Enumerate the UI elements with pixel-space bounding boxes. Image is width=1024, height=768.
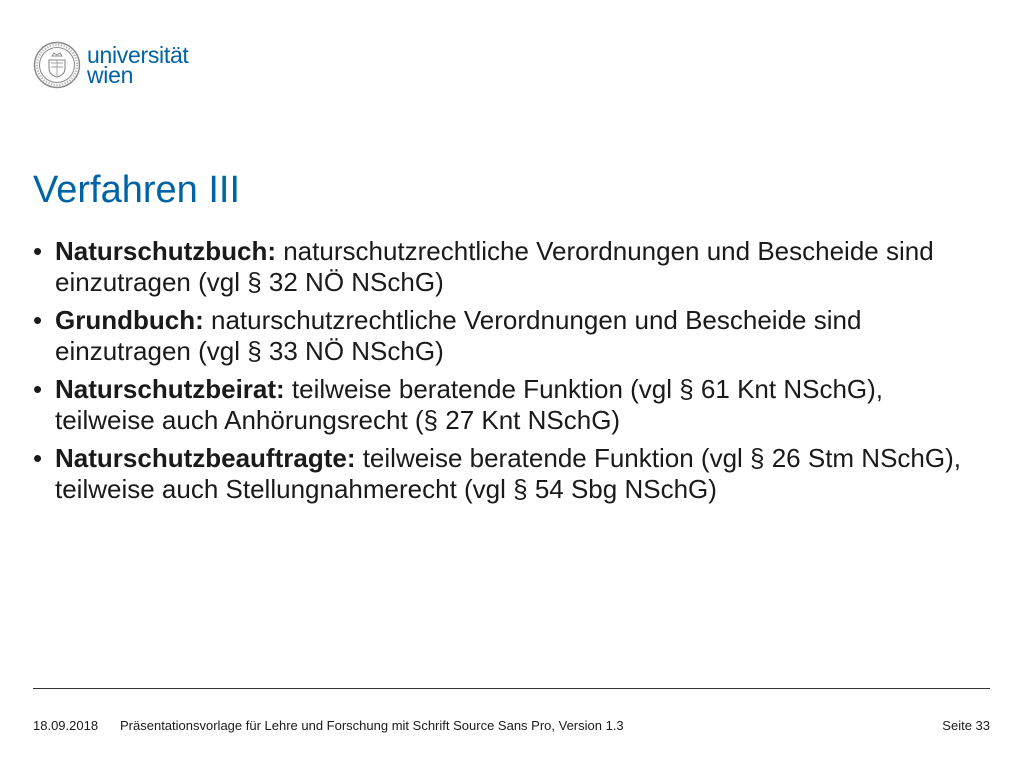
university-seal-icon (33, 41, 81, 89)
footer-divider (33, 688, 990, 689)
bullet-text: naturschutzrechtliche Verordnungen und Bescheide sind einzutragen (vgl § 33 NÖ NSchG) (55, 305, 862, 366)
bullet-list (33, 236, 983, 512)
university-logo (33, 40, 189, 90)
bullet-icon: • (33, 374, 43, 404)
bullet-term: Naturschutzbeauftragte: (55, 443, 356, 473)
footer-description: Präsentationsvorlage für Lehre und Forschung mit Schrift Source Sans Pro, Version 1.3 (120, 718, 624, 733)
bullet-icon: • (33, 236, 43, 266)
bullet-term: Grundbuch: (55, 305, 204, 335)
logo-line-wien: wien (87, 62, 134, 88)
bullet-text: teilweise beratende Funktion (vgl § 26 Stm NSchG), teilweise auch Stellungnahmerecht (vgl § 54 Sbg NSchG) (55, 443, 961, 504)
bullet-text: teilweise beratende Funktion (vgl § 61 Knt NSchG), teilweise auch Anhörungsrecht (§ 27 Knt NSchG) (55, 374, 884, 435)
bullet-item-naturschutzbeirat (33, 374, 983, 436)
slide-title: Verfahren III (33, 169, 241, 211)
bullet-item-grundbuch (33, 305, 983, 367)
footer-date: 18.09.2018 (33, 718, 99, 733)
bullet-icon: • (33, 443, 43, 473)
footer-page-number: Seite 33 (942, 718, 990, 733)
bullet-term: Naturschutzbeirat: (55, 374, 285, 404)
logo-line-universitaet: universität (87, 42, 189, 68)
bullet-item-naturschutzbeauftragte (33, 443, 983, 505)
bullet-term: Naturschutzbuch: (55, 236, 276, 266)
bullet-text: naturschutzrechtliche Verordnungen und Bescheide sind einzutragen (vgl § 32 NÖ NSchG) (55, 236, 934, 297)
bullet-item-naturschutzbuch (33, 236, 983, 298)
bullet-icon: • (33, 305, 43, 335)
